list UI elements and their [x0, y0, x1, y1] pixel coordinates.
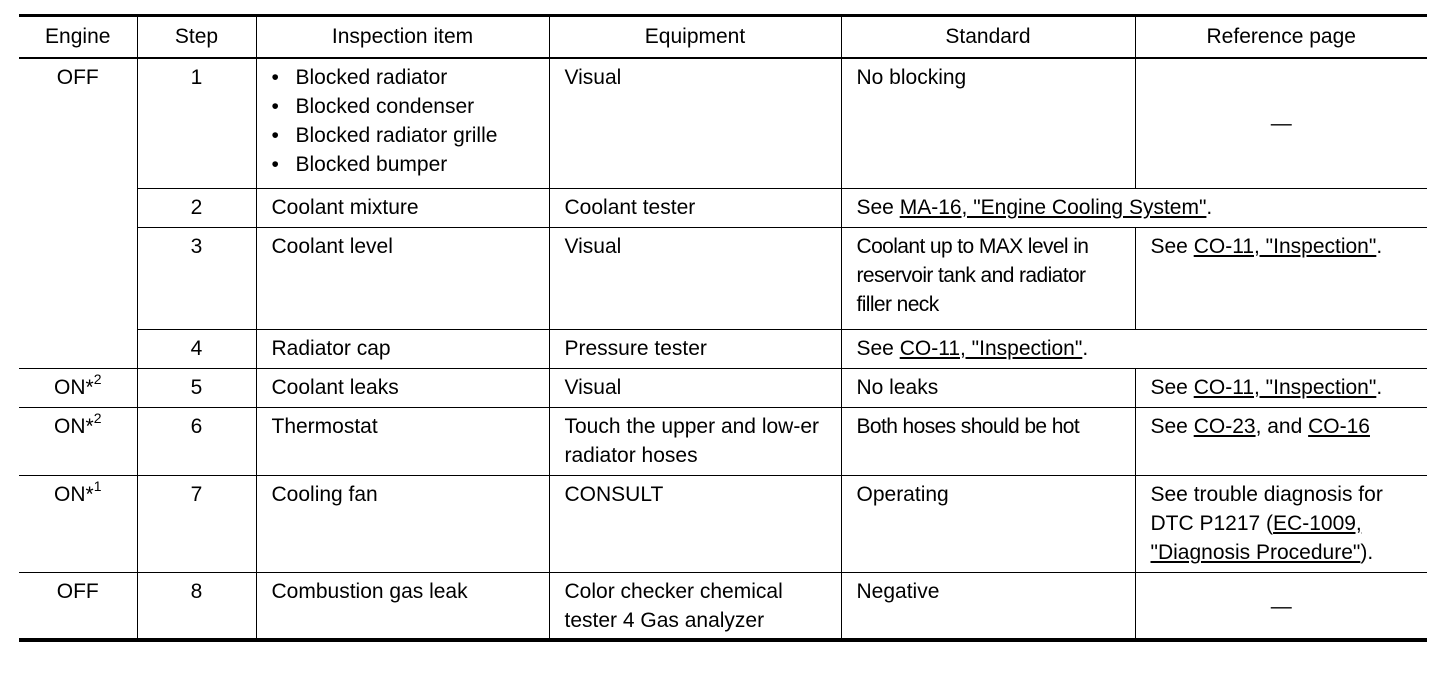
header-row: [19, 16, 1427, 59]
reference-link[interactable]: CO-11, "Inspection": [1193, 235, 1377, 258]
closing-paren: ).: [1360, 541, 1374, 564]
footnote-marker: 2: [93, 371, 102, 387]
standard-cell: No leaks: [841, 369, 1135, 408]
inspection-item-cell: Combustion gas leak: [256, 573, 549, 641]
step-cell: 2: [137, 189, 256, 228]
standard-cell: Negative: [841, 573, 1135, 641]
reference-cell: [1135, 228, 1427, 330]
standard-cell: No blocking: [841, 58, 1135, 189]
diagnosis-prefix: See trouble diagnosis for DTC P1217 (: [1150, 483, 1383, 535]
engine-cell: OFF: [19, 58, 137, 369]
see-prefix: See: [856, 337, 900, 360]
table-row: [19, 408, 1427, 476]
inspection-item-cell: Cooling fan: [256, 476, 549, 573]
see-prefix: See: [1150, 415, 1194, 438]
step-cell: 1: [137, 58, 256, 189]
equipment-cell: Touch the upper and low-er radiator hoses: [549, 408, 841, 476]
equipment-cell: Pressure tester: [549, 330, 841, 369]
engine-cell: [19, 476, 137, 573]
inspection-item-cell: Thermostat: [256, 408, 549, 476]
standard-cell: [841, 189, 1427, 228]
standard-cell: Coolant up to MAX level in reservoir tank and radiator filler neck: [841, 228, 1135, 330]
period: .: [1206, 196, 1213, 219]
engine-state: ON*: [54, 415, 94, 438]
step-cell: 7: [137, 476, 256, 573]
footnote-marker: 2: [93, 410, 102, 426]
header-engine: Engine: [19, 16, 137, 59]
step-cell: 6: [137, 408, 256, 476]
not-applicable-dash: —: [1270, 594, 1292, 618]
period: .: [1082, 337, 1089, 360]
engine-state: ON*: [54, 376, 94, 399]
header-equipment: Equipment: [549, 16, 841, 59]
equipment-cell: Visual: [549, 228, 841, 330]
inspection-item-cell: Coolant leaks: [256, 369, 549, 408]
table-row: [19, 330, 1427, 369]
period: .: [1376, 376, 1383, 399]
header-step: Step: [137, 16, 256, 59]
table-row: [19, 476, 1427, 573]
list-item: • Blocked radiator grille: [272, 121, 534, 150]
engine-state: ON*: [54, 483, 94, 506]
standard-cell: Both hoses should be hot: [841, 408, 1135, 476]
engine-cell: [19, 408, 137, 476]
reference-link[interactable]: CO-23: [1193, 415, 1256, 438]
reference-cell: [1135, 476, 1427, 573]
reference-link[interactable]: MA-16, "Engine Cooling System": [899, 196, 1207, 219]
reference-cell: [1135, 58, 1427, 189]
inspection-table: [19, 14, 1427, 642]
inspection-item-cell: Coolant level: [256, 228, 549, 330]
equipment-cell: Visual: [549, 58, 841, 189]
engine-cell: [19, 369, 137, 408]
header-inspection-item: Inspection item: [256, 16, 549, 59]
equipment-cell: Color checker chemical tester 4 Gas analyzer: [549, 573, 841, 641]
step-cell: 8: [137, 573, 256, 641]
list-item: • Blocked radiator: [272, 63, 534, 92]
step-cell: 4: [137, 330, 256, 369]
reference-link[interactable]: CO-16: [1308, 415, 1370, 438]
inspection-item-cell: [256, 58, 549, 189]
reference-cell: [1135, 369, 1427, 408]
table-row: [19, 573, 1427, 641]
table-row: [19, 189, 1427, 228]
and-text: , and: [1255, 415, 1309, 438]
table-row: [19, 228, 1427, 330]
standard-cell: Operating: [841, 476, 1135, 573]
equipment-cell: Visual: [549, 369, 841, 408]
engine-cell: OFF: [19, 573, 137, 641]
inspection-item-list: [272, 63, 534, 179]
table-row: [19, 58, 1427, 189]
step-cell: 5: [137, 369, 256, 408]
header-reference-page: Reference page: [1135, 16, 1427, 59]
reference-link[interactable]: EC-1009, "Diagnosis Procedure": [1150, 512, 1362, 564]
inspection-item-cell: Radiator cap: [256, 330, 549, 369]
standard-cell: [841, 330, 1427, 369]
see-prefix: See: [856, 196, 900, 219]
see-prefix: See: [1150, 235, 1194, 258]
equipment-cell: Coolant tester: [549, 189, 841, 228]
footnote-marker: 1: [93, 478, 102, 494]
table-row: [19, 369, 1427, 408]
header-standard: Standard: [841, 16, 1135, 59]
reference-cell: [1135, 573, 1427, 641]
see-prefix: See: [1150, 376, 1194, 399]
step-cell: 3: [137, 228, 256, 330]
reference-link[interactable]: CO-11, "Inspection": [899, 337, 1083, 360]
list-item: • Blocked condenser: [272, 92, 534, 121]
not-applicable-dash: —: [1270, 111, 1292, 135]
reference-cell: [1135, 408, 1427, 476]
reference-link[interactable]: CO-11, "Inspection": [1193, 376, 1377, 399]
equipment-cell: CONSULT: [549, 476, 841, 573]
period: .: [1376, 235, 1383, 258]
inspection-item-cell: Coolant mixture: [256, 189, 549, 228]
list-item: • Blocked bumper: [272, 150, 534, 179]
